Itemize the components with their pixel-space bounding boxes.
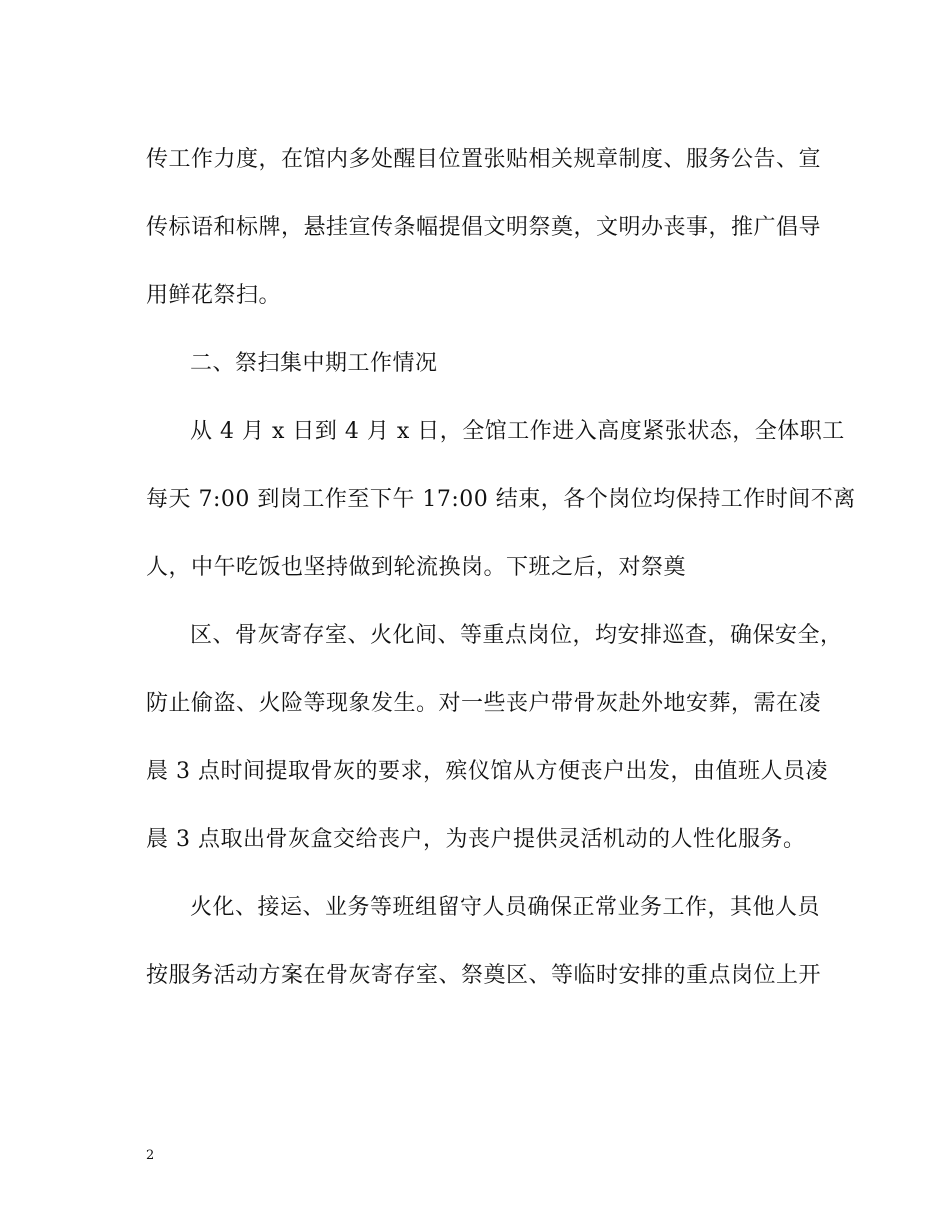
text-line: 区、骨灰寄存室、火化间、等重点岗位，均安排巡查，确保安全， [190, 623, 843, 648]
text-line: 人，中午吃饭也坚持做到轮流换岗。下班之后，对祭奠 [146, 555, 687, 580]
text-line: 晨 3 点取出骨灰盒交给丧户，为丧户提供灵活机动的人性化服务。 [146, 827, 806, 852]
text-line: 从 4 月 x 日到 4 月 x 日，全馆工作进入高度紧张状态，全体职工 [190, 419, 845, 444]
text-line: 传工作力度，在馆内多处醒目位置张贴相关规章制度、服务公告、宣 [146, 147, 822, 172]
section-heading: 二、祭扫集中期工作情况 [190, 351, 438, 376]
text-line: 传标语和标牌，悬挂宣传条幅提倡文明祭奠，文明办丧事，推广倡导 [146, 215, 822, 240]
text-line: 按服务活动方案在骨灰寄存室、祭奠区、等临时安排的重点岗位上开 [146, 963, 822, 988]
page-number: 2 [146, 1148, 155, 1163]
text-line: 晨 3 点时间提取骨灰的要求，殡仪馆从方便丧户出发，由值班人员凌 [146, 759, 828, 784]
text-line: 每天 7:00 到岗工作至下午 17:00 结束，各个岗位均保持工作时间不离 [146, 487, 856, 512]
text-line: 防止偷盗、火险等现象发生。对一些丧户带骨灰赴外地安葬，需在凌 [146, 691, 822, 716]
text-line: 火化、接运、业务等班组留守人员确保正常业务工作，其他人员 [190, 895, 821, 920]
text-line: 用鲜花祭扫。 [146, 283, 282, 308]
